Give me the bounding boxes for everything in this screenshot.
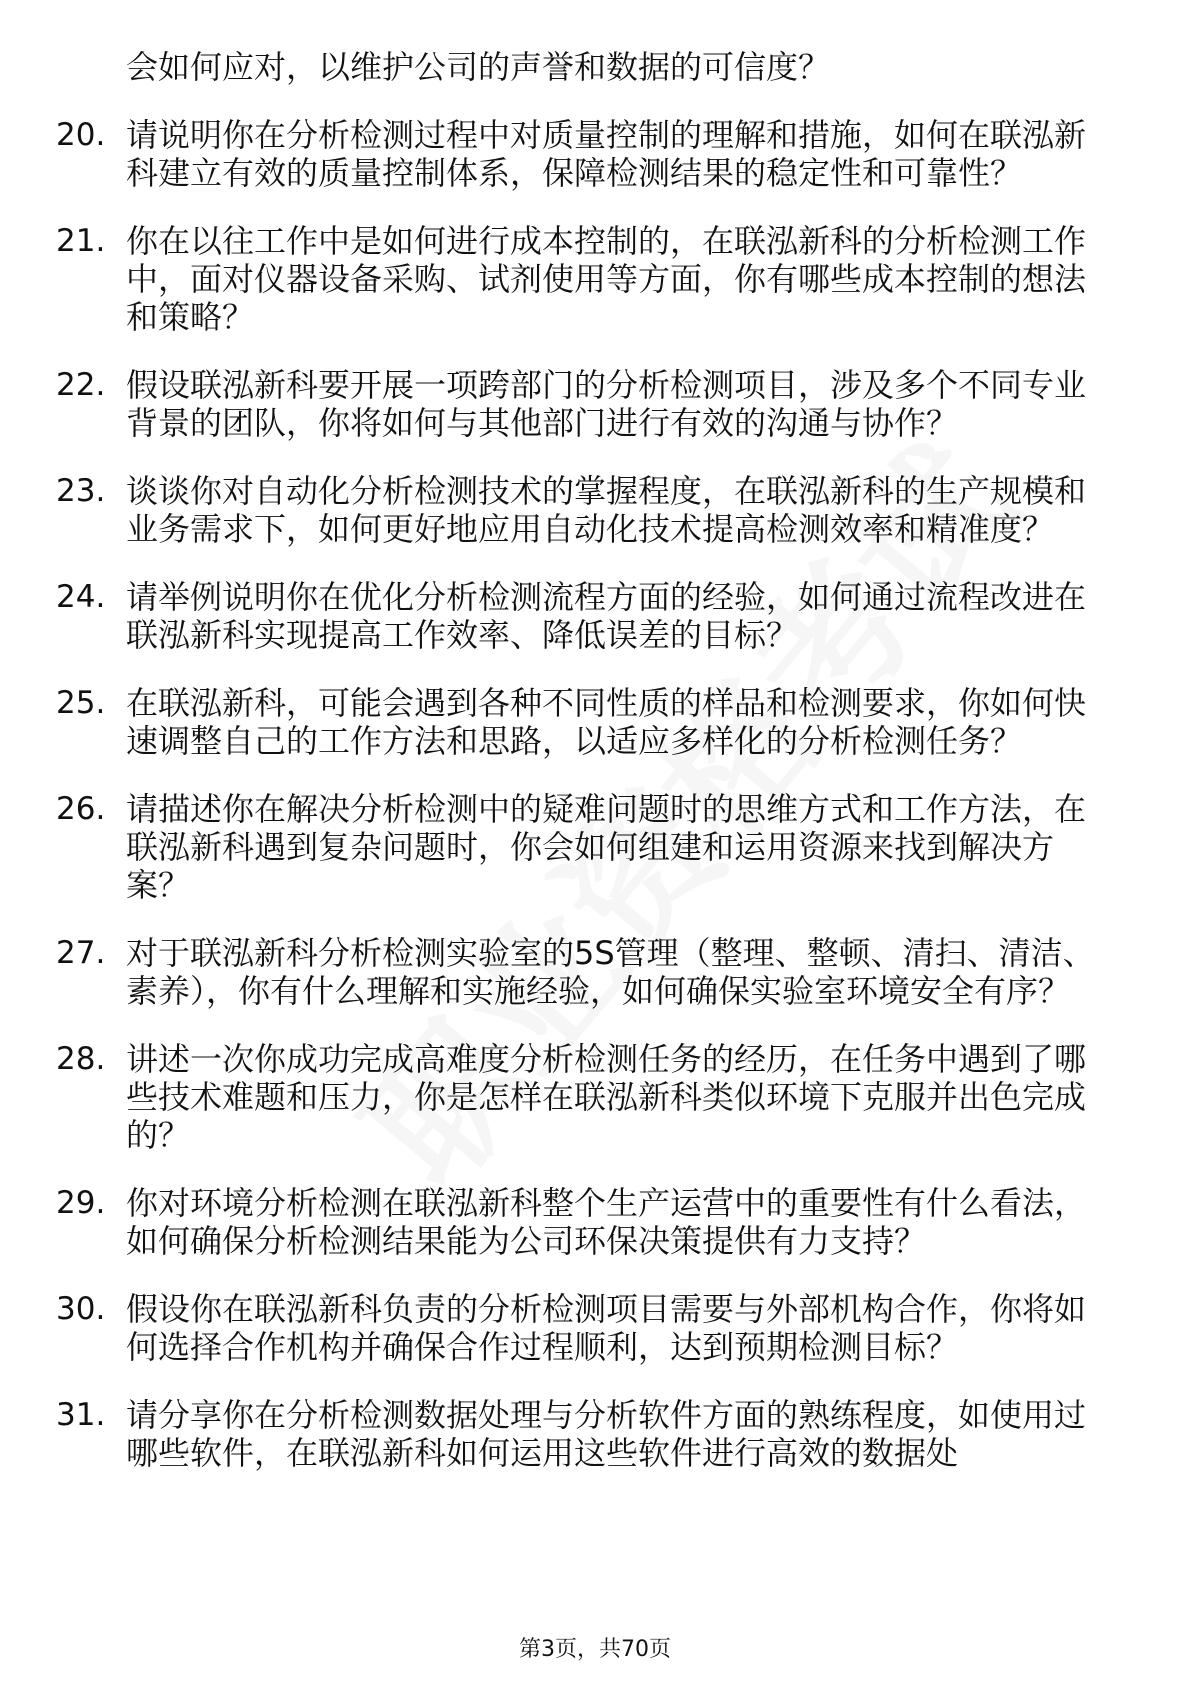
question-number: 26. [56, 791, 106, 827]
question-item-22 [56, 366, 1116, 442]
question-number: 27. [56, 935, 106, 971]
page-footer: 第3页，共70页 [519, 1637, 671, 1662]
question-text: 假设联泓新科要开展一项跨部门的分析检测项目，涉及多个不同专业背景的团队，你将如何与其他部门进行有效的沟通与协作？ [126, 366, 1087, 442]
question-text: 对于联泓新科分析检测实验室的5S管理（整理、整顿、清扫、清洁、素养），你有什么理解和实施经验，如何确保实验室环境安全有序？ [126, 934, 1095, 1010]
question-content [56, 48, 1116, 1502]
question-number: 24. [56, 579, 106, 615]
question-text: 请举例说明你在优化分析检测流程方面的经验，如何通过流程改进在联泓新科实现提高工作效率、降低误差的目标？ [126, 578, 1087, 654]
question-text: 请分享你在分析检测数据处理与分析软件方面的熟练程度，如使用过哪些软件，在联泓新科如何运用这些软件进行高效的数据处 [126, 1396, 1087, 1472]
question-text: 讲述一次你成功完成高难度分析检测任务的经历，在任务中遇到了哪些技术难题和压力，你是怎样在联泓新科类似环境下克服并出色完成的？ [126, 1040, 1087, 1154]
question-number: 20. [56, 117, 106, 153]
question-text: 假设你在联泓新科负责的分析检测项目需要与外部机构合作，你将如何选择合作机构并确保合作过程顺利，达到预期检测目标？ [126, 1290, 1087, 1366]
question-number: 23. [56, 473, 106, 509]
question-item-21 [56, 222, 1116, 336]
question-item-25 [56, 684, 1116, 760]
question-item-24 [56, 578, 1116, 654]
question-number: 31. [56, 1397, 106, 1433]
question-number: 22. [56, 367, 106, 403]
question-item-20 [56, 116, 1116, 192]
question-item-31 [56, 1396, 1116, 1472]
question-item-26 [56, 790, 1116, 904]
question-number: 30. [56, 1291, 106, 1327]
continuation-text: 会如何应对，以维护公司的声誉和数据的可信度？ [126, 48, 831, 86]
question-number: 21. [56, 223, 106, 259]
question-list [56, 116, 1116, 1472]
question-text: 在联泓新科，可能会遇到各种不同性质的样品和检测要求，你如何快速调整自己的工作方法和思路，以适应多样化的分析检测任务？ [126, 684, 1087, 760]
question-item-29 [56, 1184, 1116, 1260]
question-item-28 [56, 1040, 1116, 1154]
question-text: 请描述你在解决分析检测中的疑难问题时的思维方式和工作方法，在联泓新科遇到复杂问题时，你会如何组建和运用资源来找到解决方案？ [126, 790, 1087, 904]
question-text: 谈谈你对自动化分析检测技术的掌握程度，在联泓新科的生产规模和业务需求下，如何更好地应用自动化技术提高检测效率和精准度？ [126, 472, 1087, 548]
question-number: 28. [56, 1041, 106, 1077]
question-item-30 [56, 1290, 1116, 1366]
question-number: 29. [56, 1185, 106, 1221]
question-text: 你对环境分析检测在联泓新科整个生产运营中的重要性有什么看法，如何确保分析检测结果能为公司环保决策提供有力支持？ [126, 1184, 1087, 1260]
question-item-27 [56, 934, 1116, 1010]
question-text: 请说明你在分析检测过程中对质量控制的理解和措施，如何在联泓新科建立有效的质量控制体系，保障检测结果的稳定性和可靠性？ [126, 116, 1087, 192]
question-item-23 [56, 472, 1116, 548]
question-number: 25. [56, 685, 106, 721]
question-text: 你在以往工作中是如何进行成本控制的，在联泓新科的分析检测工作中，面对仪器设备采购、试剂使用等方面，你有哪些成本控制的想法和策略？ [126, 222, 1087, 336]
